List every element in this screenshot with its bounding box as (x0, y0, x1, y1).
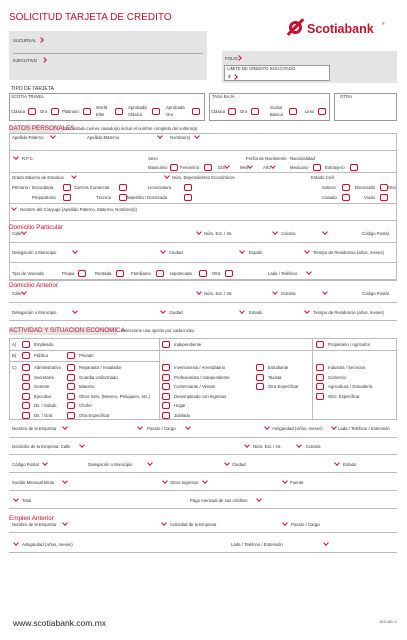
checkbox-c4-1[interactable] (256, 374, 264, 381)
empresa-lada: Lada / Teléfono / Extensión (338, 426, 390, 431)
option-label: Otra Especificar (268, 384, 299, 389)
checkbox-c1-5[interactable] (22, 412, 30, 419)
checkbox-tasa-clasica[interactable] (228, 108, 236, 115)
scotia-travel-label: SCOTIA TRAVEL (11, 94, 45, 99)
carrera-label: Carrera Comercial (74, 185, 110, 190)
logo-reg: ® (382, 21, 385, 26)
propia-label: Propia (62, 271, 75, 276)
viudo-label: Viudo (364, 195, 375, 200)
chevron-down-icon (21, 289, 27, 295)
chevron-down-icon (62, 520, 68, 526)
checkbox-femenino[interactable] (204, 164, 212, 171)
otra-vivienda-label: Otra (212, 271, 221, 276)
option-label: Administrativo (34, 365, 61, 370)
checkbox-aprobada-clasica[interactable] (152, 108, 160, 115)
checkbox-rentada[interactable] (116, 270, 124, 277)
independiente-label: Independiente (174, 342, 202, 347)
ea-lada: Lada / Teléfono / Extensión (231, 542, 283, 547)
chevron-down-icon (282, 520, 288, 526)
checkbox-soltero[interactable] (342, 184, 350, 191)
option-label: Agricultura / Ganadería (328, 384, 373, 389)
nacionalidad-label: Nacionalidad (290, 156, 315, 161)
tasa-limo: Limo (305, 109, 315, 114)
chevron-down-icon (264, 424, 270, 430)
chevron-down-icon (72, 308, 78, 314)
chevron-down-icon (323, 540, 329, 546)
chevron-down-icon (62, 424, 68, 430)
checkbox-c1-1[interactable] (22, 374, 30, 381)
cp-ant-label: Código Postal (362, 291, 389, 296)
chevron-down-icon (79, 442, 85, 448)
option-label: Comerciante / Ventas (174, 384, 216, 389)
option-label: Maestro (79, 384, 95, 389)
opt-aprobada-oro: Aprobada Oro (166, 105, 185, 117)
checkbox-publico[interactable] (22, 352, 30, 359)
checkbox-licenciatura[interactable] (184, 184, 192, 191)
estado-civil-label: Estado Civil (311, 175, 334, 180)
limite-currency: $ (228, 74, 231, 79)
chevron-down-icon (239, 308, 245, 314)
colonia-ant-label: Colonia (281, 291, 296, 296)
chevron-down-icon (334, 460, 340, 466)
chevron-down-icon (202, 478, 208, 484)
divorciado-label: Divorciado (355, 185, 376, 190)
checkbox-mexicano[interactable] (313, 164, 321, 171)
sueldo-label: Sueldo Mensual Bruto (12, 480, 55, 485)
hipotecada-label: Hipotecada (170, 271, 192, 276)
tasa-baja-label: TASA BAJA (212, 94, 235, 99)
checkbox-c3-1[interactable] (162, 374, 170, 381)
personales-note: Si el estado civil es casado(a) incluir el nombre completo del soltero(a) (63, 126, 198, 131)
checkbox-c2-2[interactable] (67, 383, 75, 390)
empresa-estado: Estado (343, 462, 357, 467)
checkbox-c2-4[interactable] (67, 402, 75, 409)
actividad-title: ACTIVIDAD Y SITUACION ECONOMICA (9, 327, 125, 334)
tipo-tarjeta-label: TIPO DE TARJETA (11, 86, 54, 92)
rfc-label: R.F.C. (22, 156, 34, 161)
fuente-label: Fuente (290, 480, 304, 485)
divider (9, 320, 397, 321)
checkbox-privado[interactable] (67, 352, 75, 359)
empleo-anterior-title: Empleo Anterior (9, 515, 54, 522)
divider (13, 53, 203, 54)
divider (9, 532, 397, 533)
checkbox-c4-2[interactable] (256, 383, 264, 390)
checkbox-c5-1[interactable] (316, 374, 324, 381)
empresa-num: Núm. Ext. / Int. (253, 444, 282, 449)
chevron-down-icon (304, 308, 310, 314)
tasa-scotia-basica: Scotia Básica (270, 105, 283, 117)
checkbox-viudo[interactable] (380, 194, 388, 201)
nombres: Nombre(s) (170, 135, 191, 140)
chevron-down-icon (196, 289, 202, 295)
tasa-clasica: Clásica (211, 109, 226, 114)
checkbox-masculino[interactable] (170, 164, 178, 171)
checkbox-c3-0[interactable] (162, 364, 170, 371)
divider (9, 220, 397, 221)
checkbox-oro[interactable] (51, 108, 59, 115)
checkbox-aprobada-oro[interactable] (192, 108, 200, 115)
checkbox-tasa-oro[interactable] (251, 108, 259, 115)
chevron-down-icon (42, 460, 48, 466)
num-ant-label: Núm. Ext. / Int. (204, 291, 233, 296)
conyuge-label: Nombre del Cónyuge (Apellido Paterno, Materno, Nombre(s)) (20, 207, 138, 212)
actividad-note: Seleccione una opción por cada inciso (121, 328, 195, 333)
empresa-antiguedad: Antigüedad (Años, meses) (272, 426, 323, 431)
estado-label: Estado (249, 250, 263, 255)
pago-label: Pago mensual de sus créditos (190, 498, 248, 503)
opt-world-elite: World Elite (96, 105, 108, 117)
checkbox-c5-0[interactable] (316, 364, 324, 371)
form-title: SOLICITUD TARJETA DE CREDITO (9, 12, 172, 23)
chevron-down-icon (244, 442, 250, 448)
option-label: Guardia Uniformado (79, 374, 118, 380)
option-label: Gerente (34, 384, 50, 389)
divider (9, 437, 397, 438)
familiares-label: Familiares (131, 271, 151, 276)
ciudad-label: Ciudad (169, 250, 183, 255)
chevron-down-icon (13, 540, 19, 546)
divider (9, 361, 159, 362)
checkbox-preparatoria[interactable] (63, 194, 71, 201)
empresa-cp: Código Postal (12, 462, 39, 467)
casado-label: Casado (322, 195, 337, 200)
sucursal-label: SUCURSAL (13, 38, 37, 43)
chevron-down-icon (147, 460, 153, 466)
empresa-nombre: Nombre de la Empresa (12, 426, 57, 431)
ea-puesto: Puesto / Cargo (291, 522, 320, 527)
preparatoria-label: Preparatoria (32, 195, 56, 200)
checkbox-propia[interactable] (78, 270, 86, 277)
delegacion-label: Delegación o Municipio (12, 250, 57, 255)
publico-label: Público (34, 353, 49, 358)
checkbox-extranjero[interactable] (350, 164, 358, 171)
ciudad-ant-label: Ciudad (169, 310, 183, 315)
checkbox-hipotecada[interactable] (199, 270, 207, 277)
checkbox-propietario[interactable] (316, 341, 324, 348)
empresa-ciudad: Ciudad (232, 462, 246, 467)
option-label: Comercio (328, 374, 347, 380)
mes-label: Mes (240, 165, 249, 170)
tiempo-label: Tiempo de Residencia (años, meses) (313, 250, 385, 255)
divider (9, 552, 397, 553)
option-label: Chofer (79, 403, 92, 408)
estado-ant-label: Estado (249, 310, 263, 315)
divider (9, 280, 397, 281)
num-label: Núm. Ext. / Int. (204, 231, 233, 236)
chevron-down-icon (272, 289, 278, 295)
letter-c: C) (12, 365, 17, 370)
colonia-label: Colonia (281, 231, 296, 236)
tiempo-ant-label: Tiempo de Residencia (años, meses) (313, 310, 385, 315)
option-label: Jubilado (174, 412, 191, 418)
opt-platinum: Platinum (62, 109, 79, 114)
checkbox-c1-3[interactable] (22, 393, 30, 400)
chevron-down-icon (282, 478, 288, 484)
chevron-down-icon (331, 424, 337, 430)
chevron-down-icon (322, 289, 328, 295)
tasa-oro: Oro (240, 109, 248, 114)
option-label: Dir. / Subdir. (34, 403, 58, 408)
option-label: Reparador / Instalador (79, 365, 122, 370)
anterior-title: Domicilio Anterior (9, 282, 58, 289)
divider (9, 472, 397, 473)
logo-text: Scotiabank (307, 22, 374, 36)
chevron-down-icon (256, 496, 262, 502)
personales-title: DATOS PERSONALES (9, 125, 75, 132)
checkbox-divorciado[interactable] (380, 184, 388, 191)
primaria-label: Primaria / Secundaria (12, 185, 54, 190)
divider (9, 172, 397, 173)
ea-nombre: Nombre de la Empresa (12, 522, 57, 527)
chevron-down-icon (185, 424, 191, 430)
option-label: Industria / Servicios (328, 365, 366, 370)
option-label: Secretaria (34, 374, 54, 380)
divider (9, 262, 397, 263)
tipo-vivienda-label: Tipo de Vivienda (12, 271, 44, 276)
divider (9, 454, 397, 455)
checkbox-c3-3[interactable] (162, 393, 170, 400)
option-label: Otra Especificar (79, 412, 110, 418)
divider (9, 302, 397, 303)
empresa-delegacion: Delegación o Municipio (88, 462, 133, 467)
extranjero-label: Extranjero (325, 165, 345, 170)
divider (9, 350, 397, 351)
checkbox-tasa-basica[interactable] (289, 108, 297, 115)
checkbox-casado[interactable] (342, 194, 350, 201)
checkbox-clasica[interactable] (28, 108, 36, 115)
divider (9, 150, 397, 151)
checkbox-c3-5[interactable] (162, 412, 170, 419)
option-label: Otro: Especificar (328, 393, 360, 399)
checkbox-maestria[interactable] (184, 194, 192, 201)
dia-label: Día (218, 165, 225, 170)
checkbox-c1-4[interactable] (22, 402, 30, 409)
cp-label: Código Postal (362, 231, 389, 236)
option-label: Ejecutivo (34, 393, 52, 399)
maestria-label: Maestría / Doctorado (127, 195, 168, 200)
option-label: Profesionista / Independiente (174, 374, 230, 380)
chevron-down-icon (224, 460, 230, 466)
checkbox-c3-2[interactable] (162, 383, 170, 390)
privado-label: Privado (79, 353, 94, 358)
checkbox-carrera[interactable] (119, 184, 127, 191)
empresa-domicilio: Domicilio de la Empresa: Calle (12, 444, 71, 449)
empleado-label: Empleado (34, 342, 54, 347)
checkbox-world-elite[interactable] (115, 108, 123, 115)
checkbox-c5-2[interactable] (316, 383, 324, 390)
divider (9, 242, 397, 243)
tecnica-label: Técnica (96, 195, 112, 200)
soltero-label: Soltero (322, 185, 336, 190)
mexicano-label: Mexicano (290, 165, 309, 170)
ea-actividad: Actividad de la Empresa (170, 522, 217, 527)
domicilio-title: Domicilio Particular (9, 224, 63, 231)
divider (9, 508, 397, 509)
checkbox-independiente[interactable] (162, 341, 170, 348)
grado-label: Grado Máximo de Estudios (12, 175, 64, 180)
checkbox-otra-vivienda[interactable] (225, 270, 233, 277)
checkbox-c2-5[interactable] (67, 412, 75, 419)
option-label: Dir. / Gral. (34, 412, 54, 418)
calle-ant-label: Calle (12, 291, 22, 296)
footer-code: 163-081-X (379, 620, 397, 624)
total-label: Total (22, 498, 32, 503)
letter-a: A) (12, 342, 17, 347)
checkbox-c5-3[interactable] (316, 393, 324, 400)
chevron-down-icon (137, 424, 143, 430)
lada-label: Lada / Teléfono (268, 271, 298, 276)
option-label: Hogar (174, 403, 186, 408)
checkbox-empleado[interactable] (22, 341, 30, 348)
checkbox-c1-2[interactable] (22, 383, 30, 390)
checkbox-c3-4[interactable] (162, 402, 170, 409)
delegacion-ant-label: Delegación o Municipio (12, 310, 57, 315)
divider (9, 490, 397, 491)
divider (9, 203, 397, 204)
option-label: Estudiante (268, 365, 289, 370)
opt-aprobada-clasica: Aprobada Clásica (128, 105, 147, 117)
ea-antiguedad: Antigüedad (Años, meses) (22, 542, 73, 547)
chevron-down-icon (161, 520, 167, 526)
licenciatura-label: Licenciatura (148, 185, 172, 190)
option-label: Desempleado con Ingresos (174, 393, 227, 399)
footer-url[interactable]: www.scotiabank.com.mx (13, 618, 107, 628)
apellido-paterno: Apellido Paterno (12, 135, 44, 140)
sexo-label: Sexo (148, 156, 158, 161)
checkbox-tasa-limo[interactable] (318, 108, 326, 115)
dependientes-label: Núm. Dependientes Económicos (172, 175, 235, 180)
masculino-label: Masculino (148, 165, 168, 170)
option-label: Otros Serv. (Mesero, Peluquero, etc.) (79, 393, 151, 399)
folio-label: FOLIO (225, 56, 238, 61)
otro-label: Otro (388, 185, 397, 190)
empresa-colonia: Colonia (306, 444, 321, 449)
opt-oro: Oro (40, 109, 48, 114)
fecha-nac-label: Fecha de Nacimiento (246, 156, 287, 161)
checkbox-tecnica[interactable] (119, 194, 127, 201)
checkbox-c2-0[interactable] (67, 364, 75, 371)
otros-ingresos-label: Otros Ingresos (170, 480, 199, 485)
checkbox-c4-0[interactable] (256, 364, 264, 371)
apellido-materno: Apellido Materno (87, 135, 120, 140)
chevron-down-icon (162, 478, 168, 484)
ejecutivo-label: EJECUTIVO (13, 58, 38, 63)
chevron-down-icon (160, 308, 166, 314)
option-label: Taxista (268, 374, 282, 380)
letter-b: B) (12, 353, 17, 358)
opt-clasica: Clásica (11, 109, 26, 114)
checkbox-platinum[interactable] (83, 108, 91, 115)
checkbox-primaria[interactable] (63, 184, 71, 191)
chevron-down-icon (296, 442, 302, 448)
checkbox-c2-3[interactable] (67, 393, 75, 400)
chevron-down-icon (62, 478, 68, 484)
otra-label: OTRA (340, 94, 352, 99)
checkbox-familiares[interactable] (156, 270, 164, 277)
option-label: Inversionista / Arrendatario (174, 365, 226, 370)
rentada-label: Rentada (95, 271, 112, 276)
chevron-down-icon (13, 496, 19, 502)
checkbox-c1-0[interactable] (22, 364, 30, 371)
checkbox-c2-1[interactable] (67, 374, 75, 381)
femenino-label: Femenino (180, 165, 200, 170)
calle-label: Calle (12, 231, 22, 236)
anio-label: Año (263, 165, 271, 170)
empresa-puesto: Puesto / Cargo (147, 426, 176, 431)
limite-label: LIMITE DE CREDITO SOLICITADO (227, 66, 296, 71)
propietario-label: Propietario / Agricultor (328, 342, 371, 347)
